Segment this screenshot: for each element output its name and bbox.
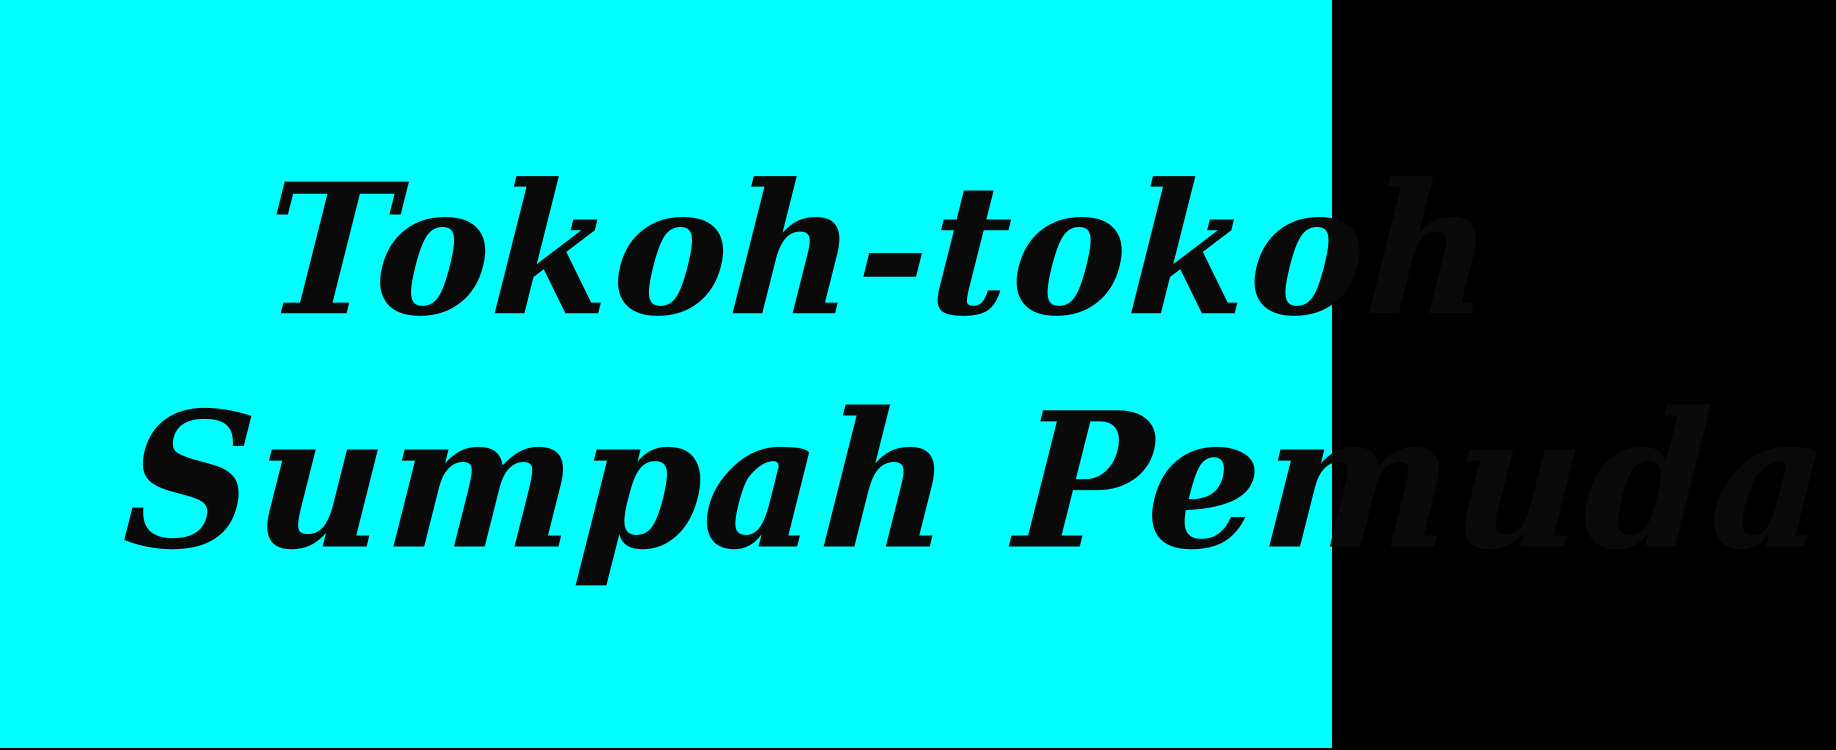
title-line-1: Tokoh-tokoh	[258, 143, 1502, 357]
title-line-2: Sumpah Pemuda	[118, 371, 1836, 591]
